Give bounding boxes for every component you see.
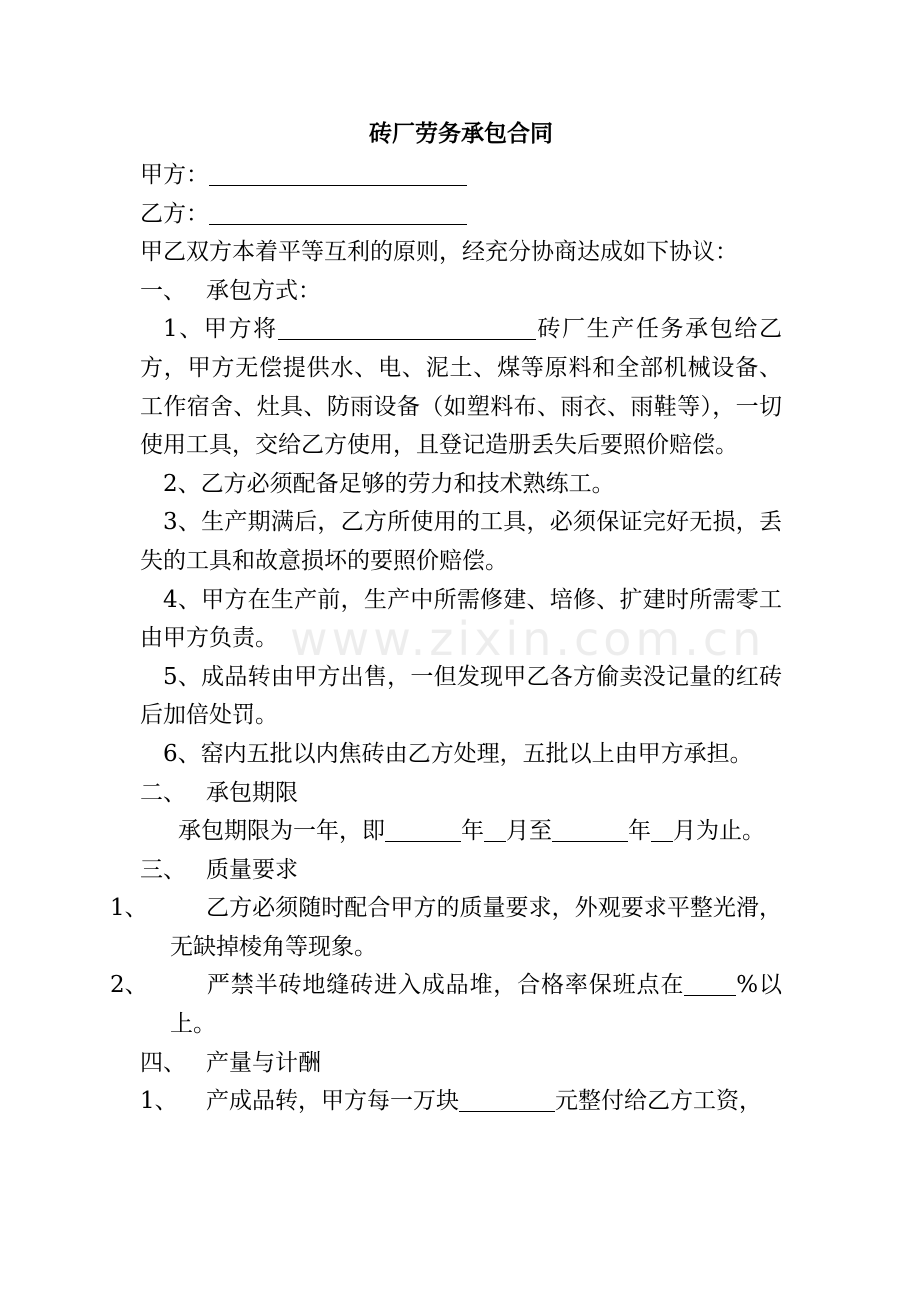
party-a-label: 甲方： (140, 162, 209, 188)
section-3-number: 三、 (140, 856, 186, 883)
s2-text-c: 月至 (506, 818, 552, 845)
party-a-line (140, 156, 782, 195)
s4-item-1-number: 1、 (140, 1088, 178, 1115)
section-3-title: 质量要求 (206, 856, 298, 883)
party-a-blank[interactable] (209, 161, 467, 186)
s2-text-b: 年 (461, 818, 484, 845)
section-1-number: 一、 (140, 277, 186, 304)
s2-term-text (140, 812, 782, 851)
s2-text-d: 年 (628, 818, 651, 845)
s1-item-5: 5、成品转由甲方出售，一但发现甲乙各方偷卖没记量的红砖后加倍处罚。 (140, 663, 782, 729)
s1-item-6: 6、窑内五批以内焦砖由乙方处理，五批以上由甲方承担。 (163, 740, 753, 767)
s3-item-1-text: 乙方必须随时配合甲方的质量要求，外观要求平整光滑，无缺掉棱角等现象。 (170, 895, 782, 960)
section-1-heading (140, 272, 782, 311)
s1-item-2: 2、乙方必须配备足够的劳力和技术熟练工。 (163, 470, 615, 497)
party-b-label: 乙方： (140, 200, 209, 227)
s2-text-e: 月为止。 (673, 818, 765, 845)
document-title: 砖厂劳务承包合同 (369, 121, 553, 147)
s3-item-1-number: 1、 (110, 895, 148, 922)
s1-item-1-pre: 1、甲方将 (163, 316, 278, 343)
contract-document (110, 112, 783, 1121)
watermark: www.zixin.com.cn (290, 612, 766, 666)
section-2-heading (140, 774, 782, 813)
section-4-heading (140, 1044, 782, 1083)
s3-item-1 (110, 889, 782, 966)
wage-amount-blank[interactable] (459, 1087, 555, 1112)
s1-item-1-post: 砖厂生产任务承包给乙方，甲方无偿提供水、电、泥土、煤等原料和全部机械设备、工作宿舍、灶具、防雨设备（如塑料布、雨衣、雨鞋等），一切使用工具，交给乙方使用，且登记造册丢失后要照价赔偿。 (140, 316, 783, 459)
s1-item-3: 3、生产期满后，乙方所使用的工具，必须保证完好无损，丢失的工具和故意损坏的要照价赔偿。 (140, 509, 782, 574)
party-b-blank[interactable] (209, 200, 467, 225)
section-1-title: 承包方式： (206, 277, 321, 304)
section-2-title: 承包期限 (206, 779, 298, 806)
section-4-number: 四、 (140, 1049, 186, 1076)
end-year-blank[interactable] (552, 817, 628, 842)
section-3-heading (140, 851, 782, 890)
start-year-blank[interactable] (385, 817, 461, 842)
party-b-line (140, 195, 782, 234)
s3-item-2-pre: 严禁半砖地缝砖进入成品堆，合格率保班点在 (206, 972, 685, 999)
factory-name-blank[interactable] (278, 315, 536, 340)
start-month-blank[interactable] (484, 817, 506, 842)
intro-text: 甲乙双方本着平等互利的原则，经充分协商达成如下协议： (140, 239, 738, 266)
s4-item-1 (140, 1082, 782, 1121)
s4-item-1-post: 元整付给乙方工资， (555, 1088, 762, 1115)
section-2-number: 二、 (140, 779, 186, 806)
section-4-title: 产量与计酬 (206, 1049, 321, 1076)
s3-item-2-number: 2、 (110, 972, 148, 999)
s4-item-1-pre: 产成品转，甲方每一万块 (206, 1088, 459, 1115)
s3-item-2-post: %以上。 (170, 972, 783, 1038)
pass-rate-blank[interactable] (684, 971, 736, 996)
end-month-blank[interactable] (651, 817, 673, 842)
s3-item-2 (110, 966, 783, 1043)
s2-text-a: 承包期限为一年，即 (178, 818, 385, 845)
s1-item-1 (140, 310, 782, 464)
s1-item-4: 4、甲方在生产前，生产中所需修建、培修、扩建时所需零工由甲方负责。 (140, 586, 782, 652)
